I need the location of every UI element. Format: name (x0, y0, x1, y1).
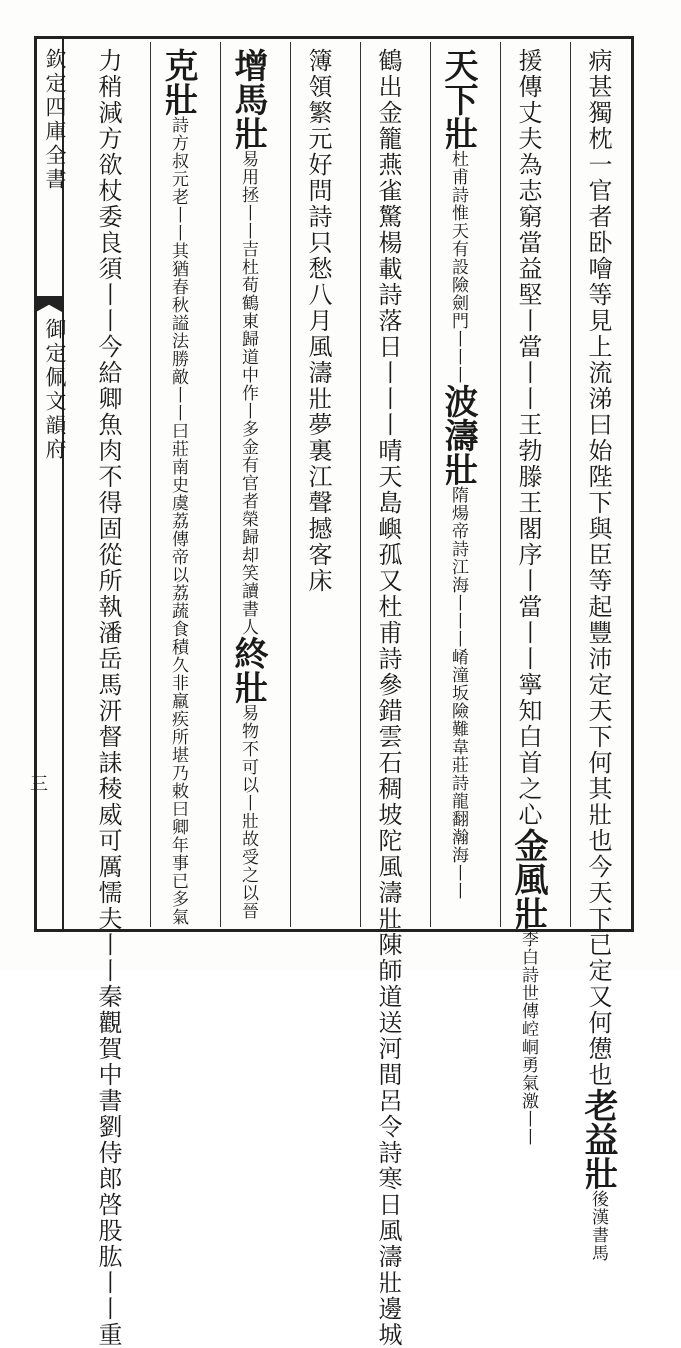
book-title: 欽定四庫全書 (43, 48, 67, 192)
entry-text: 後漢書馬 (588, 1190, 608, 1262)
entry-text: 隋煬帝詩江海丨丨丨崤潼坂險難韋莊詩龍翻瀚海丨丨 (448, 486, 468, 900)
text-column (438, 48, 478, 900)
column-rule (290, 42, 291, 927)
column-rule (500, 42, 501, 927)
entry-headword: 波濤壯 (438, 384, 478, 486)
column-rule (220, 42, 221, 927)
text-column (88, 48, 128, 1348)
text-column (298, 48, 338, 594)
entry-headword: 終壯 (228, 636, 268, 704)
text-column (578, 48, 618, 1262)
entry-text: 鶴出金籠燕雀驚楊載詩落日丨丨丨晴天島嶼孤又杜甫詩參錯雲石稠坡陀風濤壯陳師道送河間呂令詩寒日風濤壯邊城 (374, 48, 402, 1348)
page-number: 三 (30, 774, 48, 795)
column-rule (360, 42, 361, 927)
text-column (158, 48, 198, 926)
text-column (508, 48, 548, 1146)
text-column (368, 48, 408, 1348)
work-title: 御定佩文韻府 (43, 318, 67, 462)
entry-headword: 金風壯 (508, 828, 548, 930)
entry-text: 力稍減方欲杖委良須丨丨今給卿魚肉不得固從所執潘岳馬汧督誄稜威可厲懦夫丨丨秦觀賀中書劉侍郎啓股肱丨丨重 (94, 48, 122, 1348)
entry-headword: 老益壯 (578, 1088, 618, 1190)
text-column (228, 48, 268, 920)
entry-text: 李白詩世傳崆峒勇氣激丨丨 (518, 930, 538, 1146)
column-rule (150, 42, 151, 927)
entry-headword: 天下壯 (438, 48, 478, 150)
column-rule (570, 42, 571, 927)
entry-text: 簿領繁元好問詩只愁八月風濤壯夢裏江聲撼客床 (304, 48, 332, 594)
column-rule (430, 42, 431, 927)
entry-headword: 克壯 (158, 48, 198, 116)
entry-headword: 增馬壯 (228, 48, 268, 150)
entry-text: 易用拯丨丨吉杜荀鶴東歸道中作丨多金有官者榮歸却笑讀書人 (238, 150, 258, 636)
entry-text: 詩方叔元老丨丨其猶春秋謚法勝敵丨丨曰莊南史虞荔傳帝以荔蔬食積久非羸疾所堪乃敕曰卿年事已多氣 (168, 116, 188, 926)
entry-text: 援傳丈夫為志窮當益堅丨當丨丨王勃滕王閣序丨當丨丨寧知白首之心 (514, 48, 542, 828)
entry-text: 病甚獨枕一官者卧噲等見上流涕曰始陛下與臣等起豐沛定天下何其壯也今天下已定又何憊也 (584, 48, 612, 1088)
entry-text: 杜甫詩惟天有設險劍門丨丨丨 (448, 150, 468, 384)
entry-text: 易物不可以丨壯故受之以晉 (238, 704, 258, 920)
